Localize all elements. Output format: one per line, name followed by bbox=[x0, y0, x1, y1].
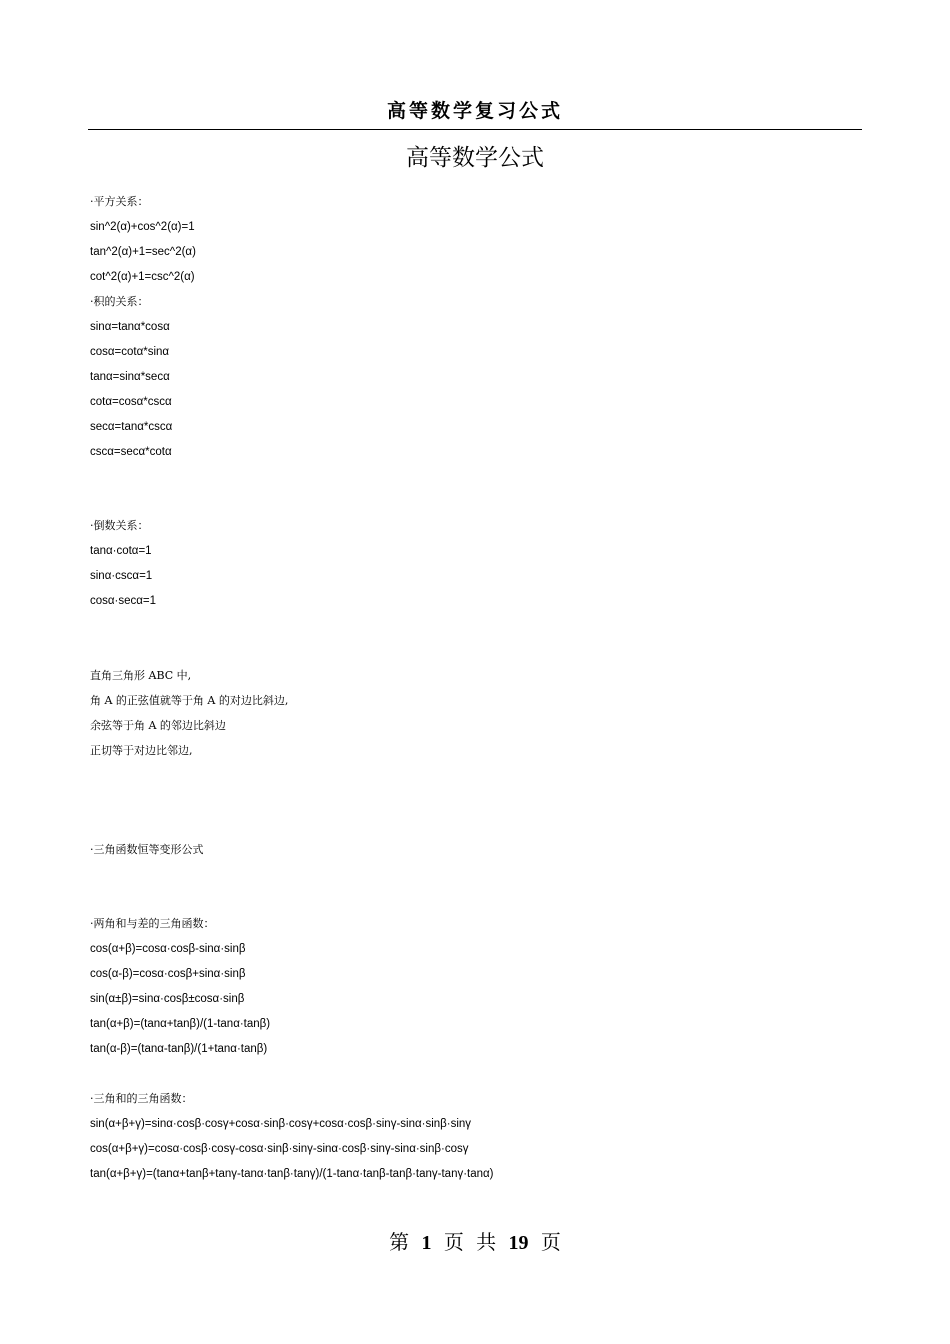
formula-line: cos(α-β)=cosα·cosβ+sinα·sinβ bbox=[90, 968, 246, 980]
document-title: 高等数学公式 bbox=[406, 145, 544, 171]
section-heading-sum-difference: ·两角和与差的三角函数： bbox=[90, 917, 215, 930]
formula-line: cot^2(α)+1=csc^2(α) bbox=[90, 271, 195, 283]
section-heading-product-relations: ·积的关系： bbox=[90, 295, 149, 308]
total-page-count: 19 bbox=[508, 1232, 529, 1254]
footer-suffix: 页 bbox=[540, 1230, 561, 1254]
formula-line: tan^2(α)+1=sec^2(α) bbox=[90, 246, 196, 258]
page-footer bbox=[0, 1226, 950, 1255]
running-header-title: 高等数学复习公式 bbox=[386, 100, 563, 122]
formula-line: cos(α+β+γ)=cosα·cosβ·cosγ-cosα·sinβ·sinγ-sinα·cosβ·sinγ-sinα·sinβ·cosγ bbox=[90, 1143, 469, 1155]
text-line: 正切等于对边比邻边, bbox=[90, 744, 193, 757]
formula-line: cotα=cosα*cscα bbox=[90, 396, 172, 408]
formula-line: tanα·cotα=1 bbox=[90, 545, 152, 557]
formula-line: sinα·cscα=1 bbox=[90, 570, 153, 582]
formula-line: tan(α-β)=(tanα-tanβ)/(1+tanα·tanβ) bbox=[90, 1043, 268, 1055]
footer-prefix: 第 bbox=[389, 1230, 410, 1254]
formula-line: cosα=cotα*sinα bbox=[90, 346, 170, 358]
section-heading-reciprocal-relations: ·倒数关系： bbox=[90, 519, 149, 532]
text-line: 角 A 的正弦值就等于角 A 的对边比斜边, bbox=[90, 694, 289, 707]
formula-line: sin(α±β)=sinα·cosβ±cosα·sinβ bbox=[90, 993, 245, 1005]
formula-line: tan(α+β+γ)=(tanα+tanβ+tanγ-tanα·tanβ·tanγ)/(1-tanα·tanβ-tanβ·tanγ-tanγ·tanα) bbox=[90, 1168, 494, 1180]
section-heading-identities: ·三角函数恒等变形公式 bbox=[90, 843, 204, 856]
formula-line: tanα=sinα*secα bbox=[90, 371, 170, 383]
formula-line: secα=tanα*cscα bbox=[90, 421, 173, 433]
formula-line: cscα=secα*cotα bbox=[90, 446, 172, 458]
formula-line: sin^2(α)+cos^2(α)=1 bbox=[90, 221, 195, 233]
section-heading-triple-sum: ·三角和的三角函数： bbox=[90, 1092, 193, 1105]
text-line: 余弦等于角 A 的邻边比斜边 bbox=[90, 719, 226, 732]
formula-line: cosα·secα=1 bbox=[90, 595, 157, 607]
current-page-number: 1 bbox=[421, 1232, 432, 1254]
section-heading-square-relations: ·平方关系： bbox=[90, 195, 149, 208]
formula-line: tan(α+β)=(tanα+tanβ)/(1-tanα·tanβ) bbox=[90, 1018, 271, 1030]
formula-line: sin(α+β+γ)=sinα·cosβ·cosγ+cosα·sinβ·cosγ+cosα·cosβ·sinγ-sinα·sinβ·sinγ bbox=[90, 1118, 472, 1130]
text-line: 直角三角形 ABC 中, bbox=[90, 669, 192, 682]
formula-line: sinα=tanα*cosα bbox=[90, 321, 170, 333]
formula-line: cos(α+β)=cosα·cosβ-sinα·sinβ bbox=[90, 943, 246, 955]
header-divider bbox=[88, 129, 862, 130]
footer-middle: 页 共 bbox=[443, 1230, 497, 1254]
